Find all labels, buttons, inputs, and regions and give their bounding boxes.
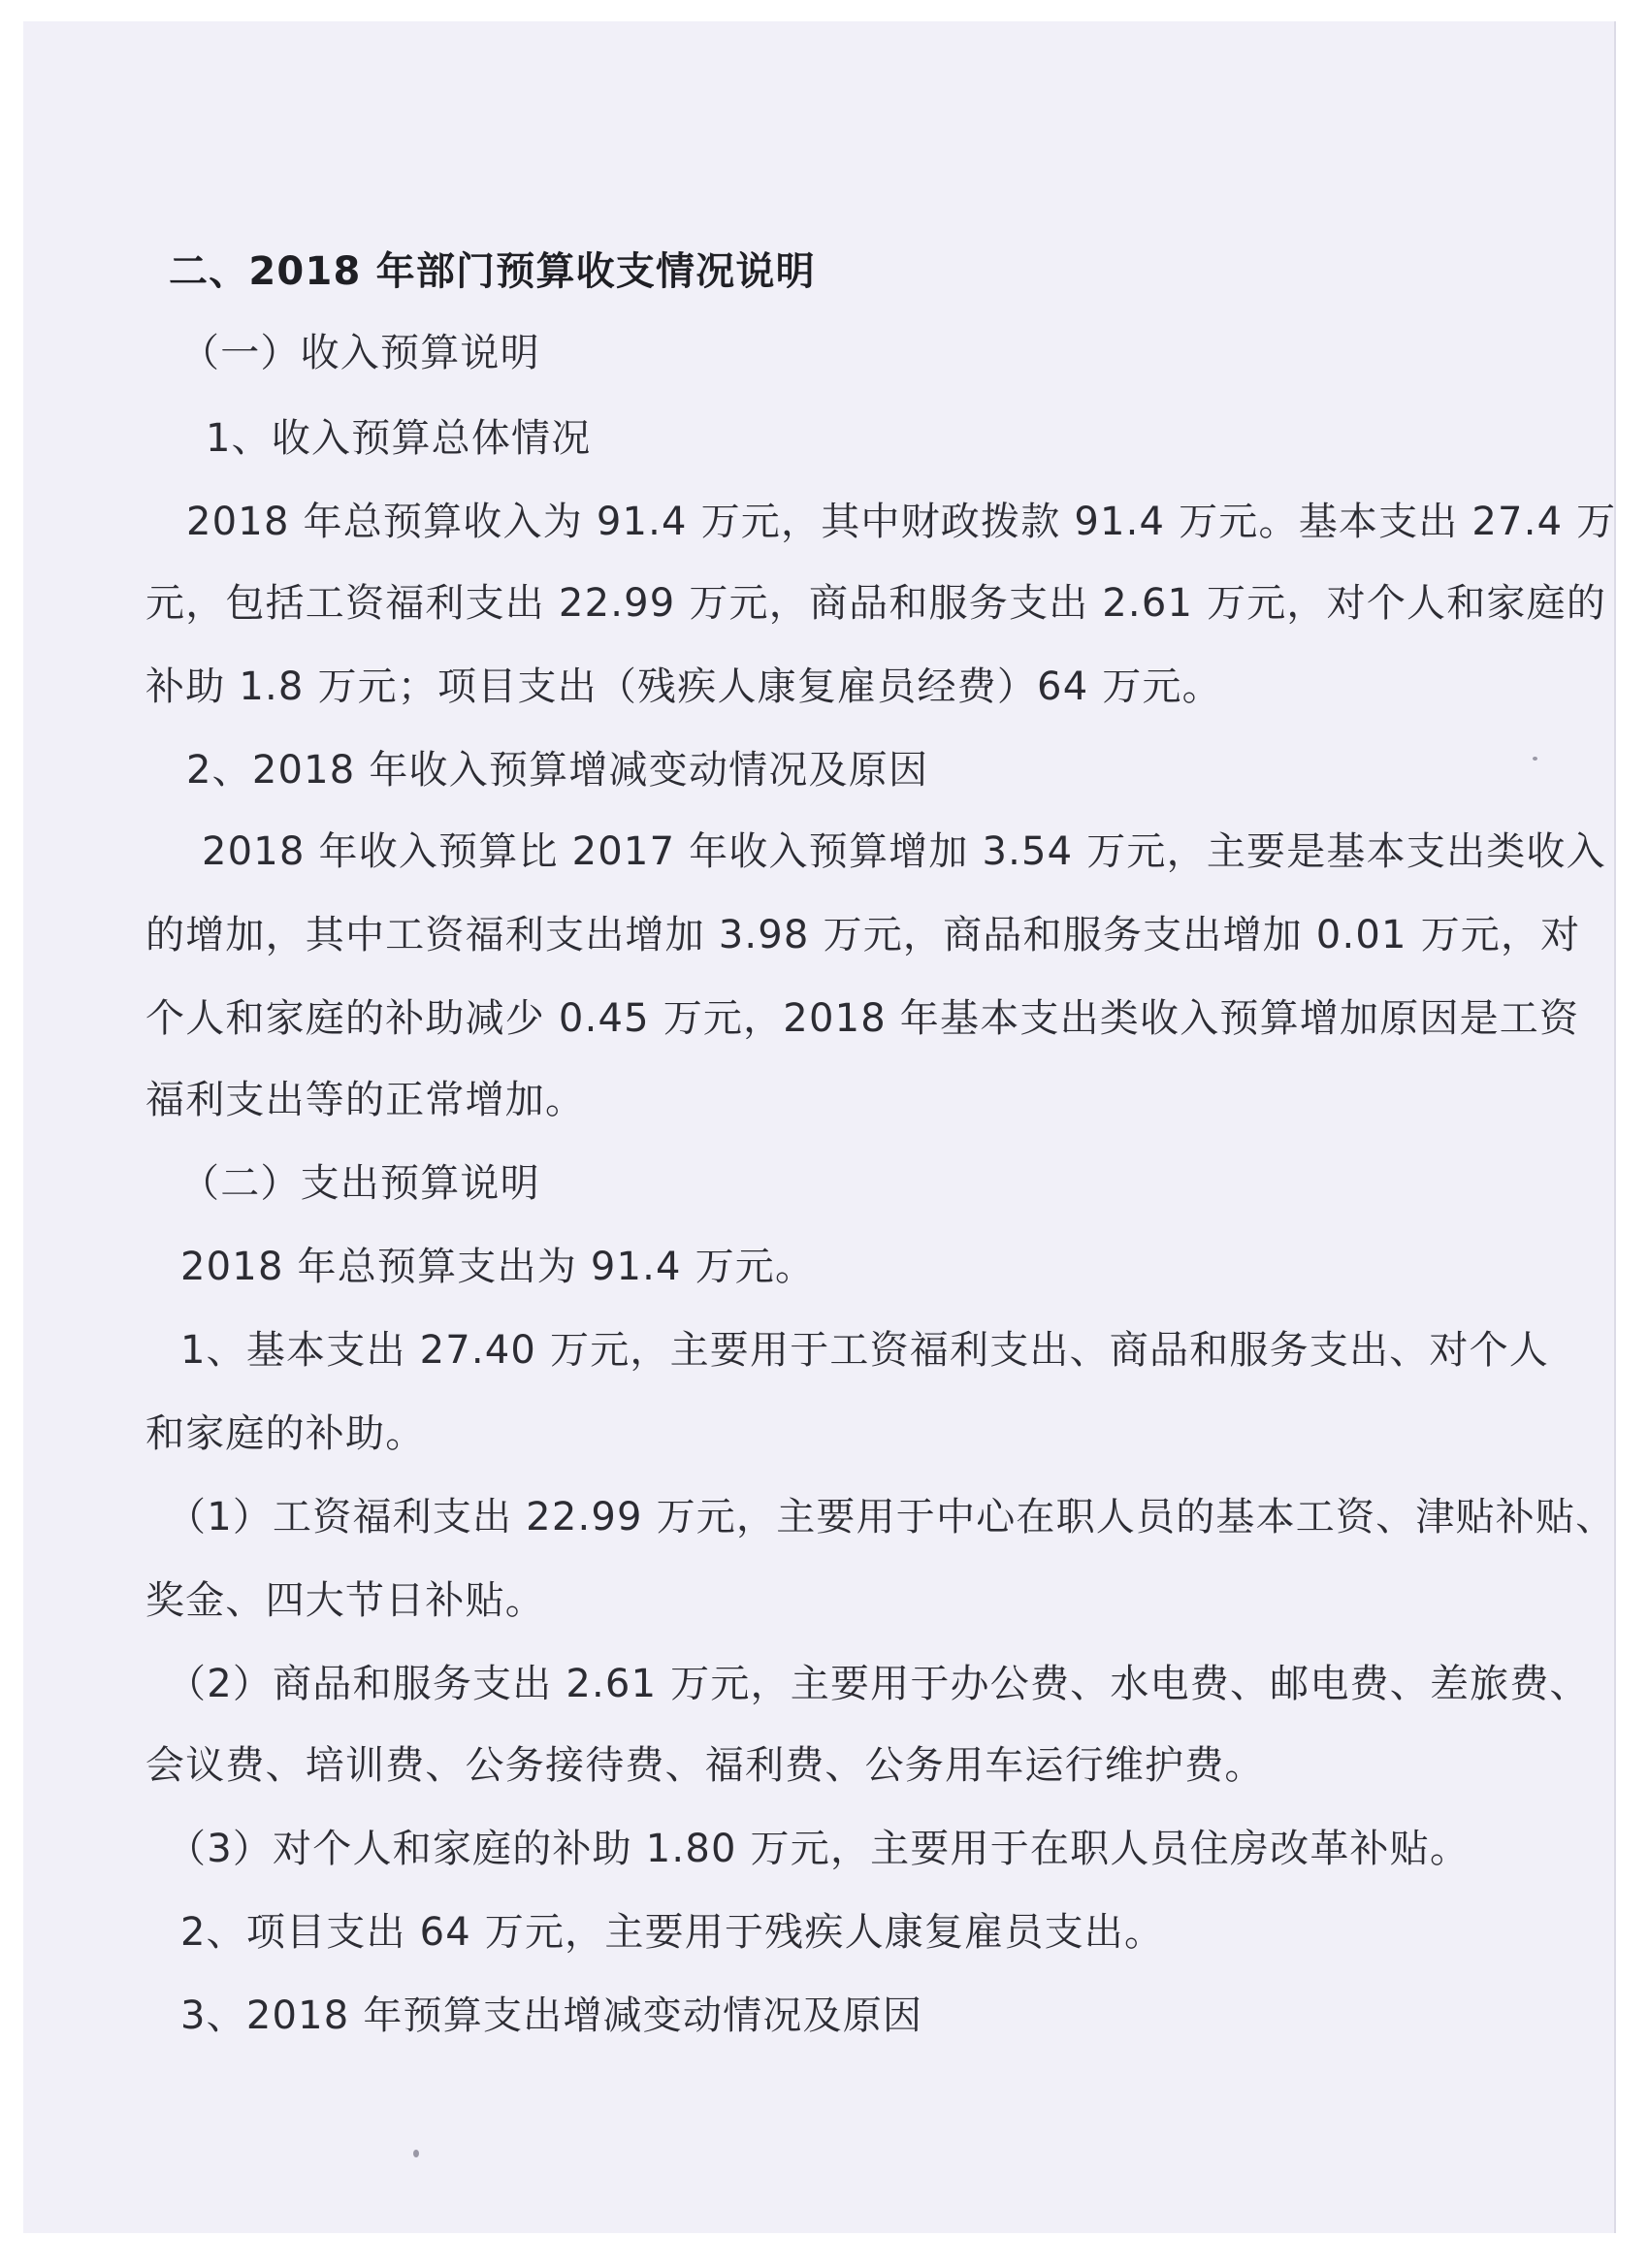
paragraph-line: 的增加，其中工资福利支出增加 3.98 万元，商品和服务支出增加 0.01 万元，对: [146, 913, 1581, 957]
paragraph-line: （1）工资福利支出 22.99 万元，主要用于中心在职人员的基本工资、津贴补贴、: [167, 1495, 1616, 1539]
paragraph-line: 1、基本支出 27.40 万元，主要用于工资福利支出、商品和服务支出、对个人: [180, 1328, 1549, 1373]
subsection-heading-income: （一）收入预算说明: [180, 331, 540, 375]
paragraph-line: 个人和家庭的补助减少 0.45 万元，2018 年基本支出类收入预算增加原因是工资: [146, 996, 1580, 1041]
subsection-heading-expenditure: （二）支出预算说明: [180, 1161, 540, 1206]
scan-speck: [413, 2150, 419, 2157]
paragraph-line: 补助 1.8 万元；项目支出（残疾人康复雇员经费）64 万元。: [146, 664, 1222, 709]
scanned-page: [23, 21, 1616, 2233]
paragraph-line: 2018 年总预算收入为 91.4 万元，其中财政拨款 91.4 万元。基本支出 27.4 万: [186, 500, 1617, 544]
paragraph-line: 奖金、四大节日补贴。: [146, 1578, 545, 1623]
paragraph-line: （2）商品和服务支出 2.61 万元，主要用于办公费、水电费、邮电费、差旅费、: [167, 1662, 1590, 1706]
paragraph-line: （3）对个人和家庭的补助 1.80 万元，主要用于在职人员住房改革补贴。: [167, 1827, 1471, 1871]
scan-speck: [1533, 757, 1537, 761]
paragraph-line: 元，包括工资福利支出 22.99 万元，商品和服务支出 2.61 万元，对个人和家庭的: [146, 581, 1607, 626]
paragraph-line: 2018 年收入预算比 2017 年收入预算增加 3.54 万元，主要是基本支出类收入: [202, 829, 1606, 874]
item-heading-expenditure-change: 3、2018 年预算支出增减变动情况及原因: [180, 1993, 923, 2038]
section-heading: 二、2018 年部门预算收支情况说明: [169, 249, 816, 294]
paragraph-line: 和家庭的补助。: [146, 1411, 426, 1456]
paragraph-line: 2018 年总预算支出为 91.4 万元。: [180, 1245, 816, 1289]
item-heading-income-change: 2、2018 年收入预算增减变动情况及原因: [186, 748, 929, 793]
paragraph-line: 会议费、培训费、公务接待费、福利费、公务用车运行维护费。: [146, 1743, 1265, 1788]
paragraph-line: 福利支出等的正常增加。: [146, 1078, 586, 1122]
paragraph-line: 2、项目支出 64 万元，主要用于残疾人康复雇员支出。: [180, 1910, 1165, 1955]
item-heading-income-overview: 1、收入预算总体情况: [206, 416, 592, 461]
